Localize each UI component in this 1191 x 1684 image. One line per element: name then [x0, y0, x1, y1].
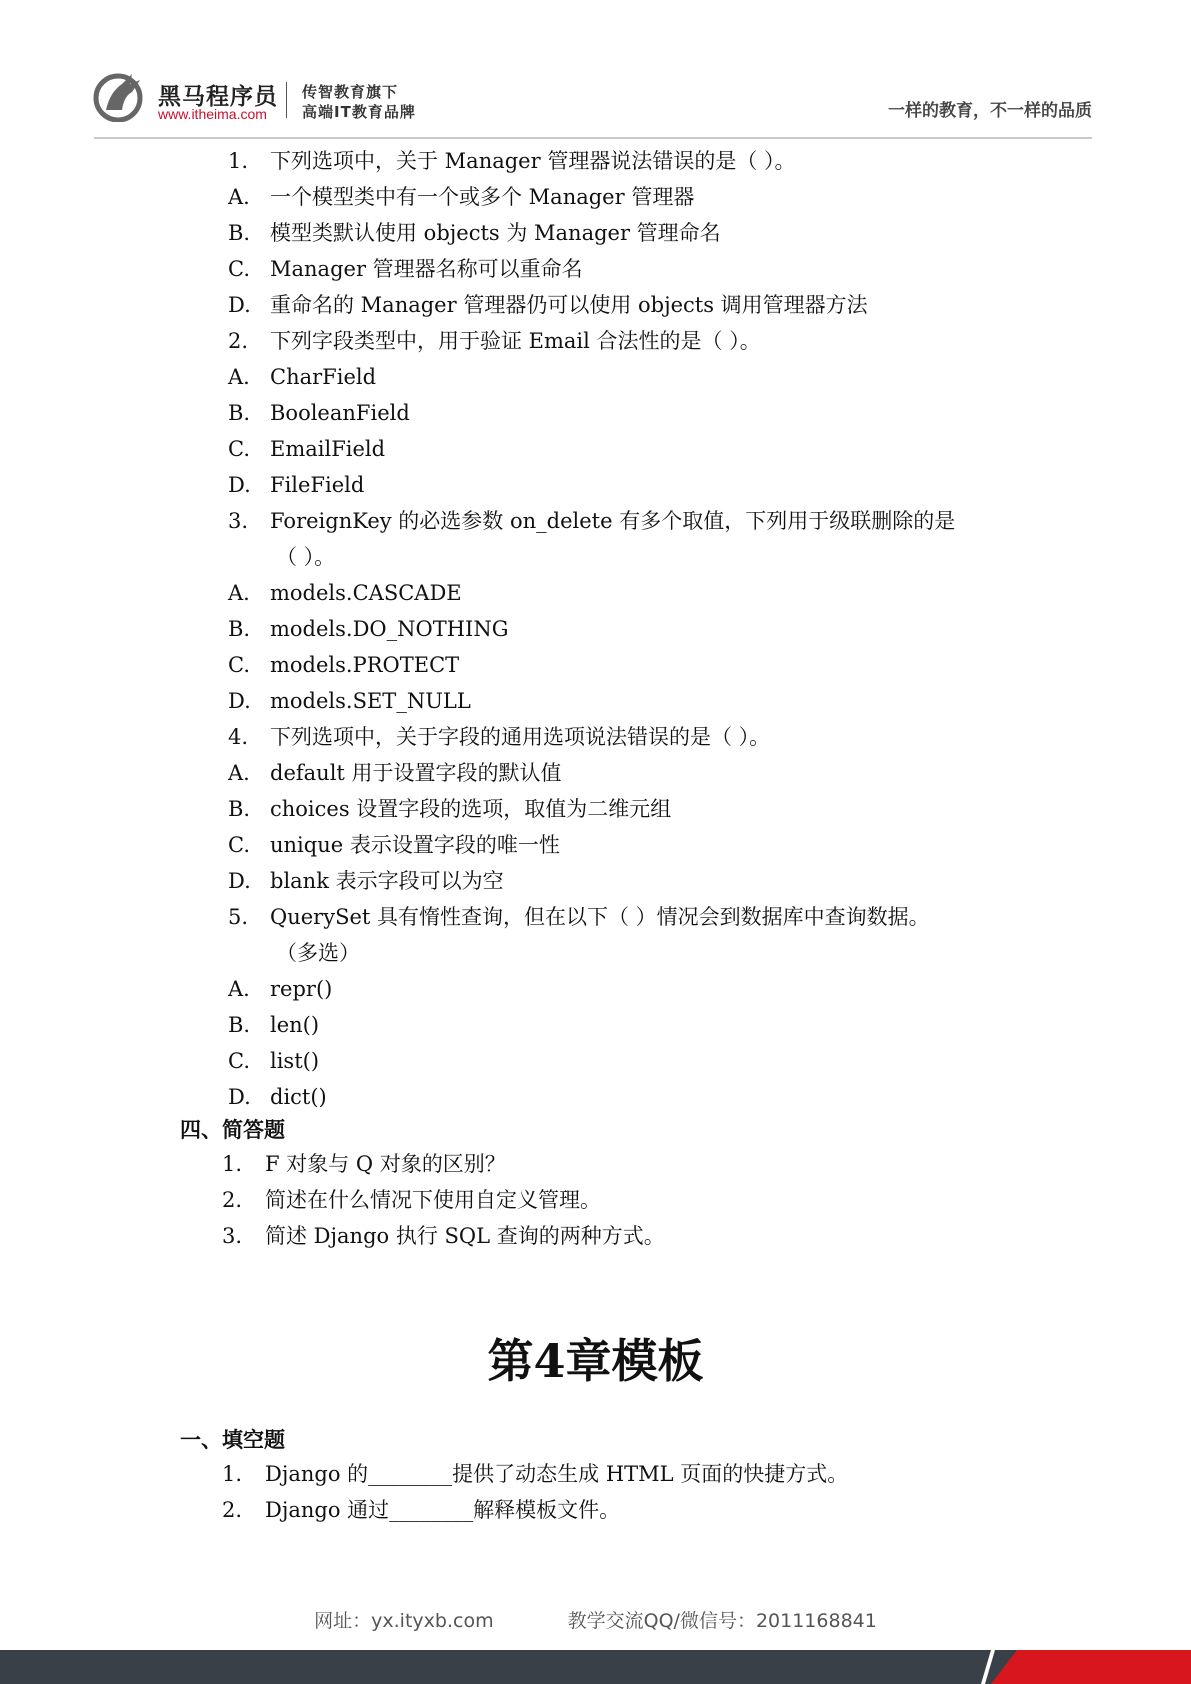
slogan-line1: 传智教育旗下 — [302, 83, 399, 101]
question-number: B. — [228, 221, 251, 245]
question-text: repr() — [270, 977, 333, 1001]
question-number: 5. — [228, 905, 249, 929]
question-number: 2. — [228, 329, 249, 353]
brand-name: 黑马程序员 — [158, 84, 278, 110]
footer-contact: 教学交流QQ/微信号：2011168841 — [567, 1610, 877, 1632]
question-number: A. — [228, 581, 250, 605]
question-number: B. — [228, 1013, 251, 1037]
question-text: （ ）。 — [276, 545, 336, 569]
question-number: A. — [228, 761, 250, 785]
item-number: 3. — [222, 1224, 243, 1248]
question-number: A. — [228, 365, 250, 389]
question-text: blank 表示字段可以为空 — [270, 869, 504, 893]
question-number: C. — [228, 1049, 250, 1073]
chapter-title: 第4章模板 — [487, 1334, 704, 1388]
question-text: 下列选项中，关于字段的通用选项说法错误的是（ ）。 — [270, 725, 771, 749]
question-text: default 用于设置字段的默认值 — [270, 761, 562, 785]
question-text: list() — [270, 1049, 320, 1073]
header-divider — [286, 82, 287, 118]
footer-website: 网址：yx.ityxb.com — [314, 1610, 494, 1632]
question-text: 模型类默认使用 objects 为 Manager 管理命名 — [270, 221, 721, 245]
item-number: 2. — [222, 1188, 243, 1212]
question-number: C. — [228, 257, 250, 281]
question-text: dict() — [270, 1085, 327, 1109]
question-text: Manager 管理器名称可以重命名 — [270, 257, 583, 281]
item-text: F 对象与 Q 对象的区别？ — [265, 1152, 506, 1176]
question-number: C. — [228, 833, 250, 857]
section-title-short-answer: 四、简答题 — [180, 1118, 285, 1142]
question-text: BooleanField — [270, 401, 410, 425]
horse-logo-icon — [92, 70, 148, 122]
footer-accent — [991, 1650, 1191, 1684]
question-text: models.CASCADE — [270, 581, 462, 605]
question-text: （多选） — [276, 941, 360, 965]
question-text: 下列选项中，关于 Manager 管理器说法错误的是（ ）。 — [270, 149, 796, 173]
item-text: Django 通过________解释模板文件。 — [265, 1498, 621, 1522]
question-number: 4. — [228, 725, 249, 749]
question-text: EmailField — [270, 437, 386, 461]
question-text: 重命名的 Manager 管理器仍可以使用 objects 调用管理器方法 — [270, 293, 868, 317]
question-number: D. — [228, 1085, 251, 1109]
section-title-fill-blank: 一、填空题 — [180, 1428, 285, 1452]
question-text: 一个模型类中有一个或多个 Manager 管理器 — [270, 185, 695, 209]
question-text: 下列字段类型中，用于验证 Email 合法性的是（ ）。 — [270, 329, 761, 353]
question-number: B. — [228, 797, 251, 821]
slogan-line2: 高端IT教育品牌 — [302, 103, 416, 121]
question-number: B. — [228, 401, 251, 425]
question-number: A. — [228, 185, 250, 209]
item-number: 1. — [222, 1462, 243, 1486]
question-number: 1. — [228, 149, 249, 173]
question-text: models.PROTECT — [270, 653, 460, 677]
question-number: D. — [228, 293, 251, 317]
question-text: len() — [270, 1013, 320, 1037]
item-number: 1. — [222, 1152, 243, 1176]
question-text: CharField — [270, 365, 377, 389]
header-motto: 一样的教育，不一样的品质 — [888, 101, 1092, 121]
question-text: choices 设置字段的选项，取值为二维元组 — [270, 797, 672, 821]
item-number: 2. — [222, 1498, 243, 1522]
question-text: FileField — [270, 473, 365, 497]
page-header — [92, 68, 1092, 136]
question-number: C. — [228, 653, 250, 677]
question-text: models.SET_NULL — [270, 689, 471, 713]
question-number: D. — [228, 869, 251, 893]
item-text: 简述 Django 执行 SQL 查询的两种方式。 — [265, 1224, 665, 1248]
question-text: unique 表示设置字段的唯一性 — [270, 833, 560, 857]
item-text: 简述在什么情况下使用自定义管理。 — [265, 1188, 601, 1212]
question-number: 3. — [228, 509, 249, 533]
question-number: A. — [228, 977, 250, 1001]
brand-website: www.itheima.com — [158, 106, 267, 122]
item-text: Django 的________提供了动态生成 HTML 页面的快捷方式。 — [265, 1462, 849, 1486]
question-text: QuerySet 具有惰性查询，但在以下（ ）情况会到数据库中查询数据。 — [270, 905, 930, 929]
header-rule — [94, 137, 1092, 139]
question-number: C. — [228, 437, 250, 461]
page-footer — [0, 1606, 1191, 1633]
question-number: B. — [228, 617, 251, 641]
question-number: D. — [228, 473, 251, 497]
question-text: ForeignKey 的必选参数 on_delete 有多个取值，下列用于级联删除的是 — [270, 509, 956, 533]
question-number: D. — [228, 689, 251, 713]
question-text: models.DO_NOTHING — [270, 617, 509, 641]
